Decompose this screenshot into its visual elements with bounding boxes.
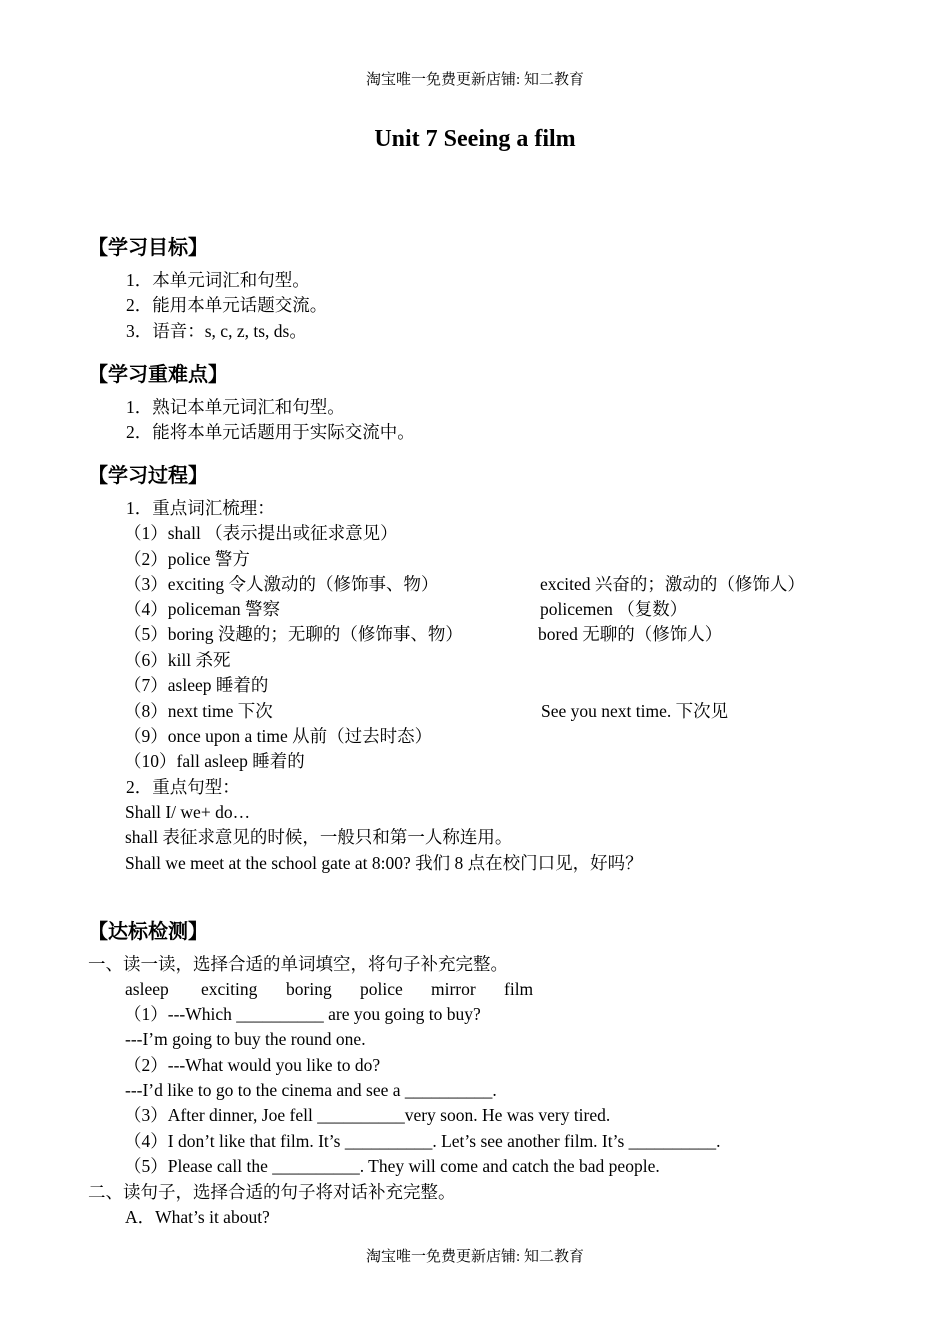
- vocab-item: （1）shall （表示提出或征求意见）: [124, 523, 398, 543]
- page-header: 淘宝唯一免费更新店铺: 知二教育: [366, 72, 584, 88]
- vocab-item-extra: policemen （复数）: [540, 599, 688, 619]
- section-heading-key-points: 【学习重难点】: [88, 362, 228, 386]
- vocab-item: （4）policeman 警察: [124, 599, 281, 619]
- vocab-item-extra: excited 兴奋的；激动的（修饰人）: [540, 574, 805, 594]
- exercise-1-line: （3）After dinner, Joe fell __________very soon. He was very tired.: [124, 1105, 611, 1125]
- exercise-1-line: （2）---What would you like to do?: [124, 1055, 381, 1075]
- vocab-item: （2）police 警方: [124, 549, 250, 569]
- vocab-item-extra: bored 无聊的（修饰人）: [538, 624, 723, 644]
- vocab-item: （5）boring 没趣的；无聊的（修饰事、物）: [124, 624, 463, 644]
- exercise-1-line: ---I’m going to buy the round one.: [125, 1029, 366, 1049]
- sentence-note: shall 表征求意见的时候，一般只和第一人称连用。: [125, 827, 513, 847]
- vocab-item: （8）next time 下次: [124, 701, 273, 721]
- exercise-2-title: 二、读句子，选择合适的句子将对话补充完整。: [88, 1182, 456, 1202]
- vocab-item: （7）asleep 睡着的: [124, 675, 269, 695]
- word-bank: [0, 978, 950, 1000]
- page-title: Unit 7 Seeing a film: [374, 126, 576, 152]
- word-bank-item: boring: [286, 979, 332, 999]
- key-point-item: 1．熟记本单元词汇和句型。: [126, 397, 345, 417]
- word-bank-item: film: [504, 979, 534, 999]
- vocab-item: （10）fall asleep 睡着的: [124, 751, 305, 771]
- goal-item: 3．语音：s, c, z, ts, ds。: [126, 321, 307, 341]
- section-heading-process: 【学习过程】: [88, 463, 208, 487]
- section-heading-check: 【达标检测】: [88, 919, 208, 943]
- word-bank-item: police: [360, 979, 403, 999]
- vocab-item-extra: See you next time. 下次见: [541, 701, 729, 721]
- exercise-1-line: ---I’d like to go to the cinema and see a __________.: [125, 1080, 497, 1100]
- vocab-item: （6）kill 杀死: [124, 650, 231, 670]
- exercise-1-title: 一、读一读，选择合适的单词填空，将句子补充完整。: [88, 954, 508, 974]
- vocab-item: （3）exciting 令人激动的（修饰事、物）: [124, 574, 439, 594]
- page-footer: 淘宝唯一免费更新店铺: 知二教育: [366, 1249, 584, 1265]
- word-bank-item: exciting: [201, 979, 258, 999]
- word-bank-item: mirror: [431, 979, 476, 999]
- exercise-2-option: A．What’s it about?: [125, 1207, 270, 1227]
- goal-item: 1．本单元词汇和句型。: [126, 270, 310, 290]
- sentence-example: Shall we meet at the school gate at 8:00? 我们 8 点在校门口见，好吗？: [125, 853, 643, 873]
- vocab-title: 1．重点词汇梳理：: [126, 498, 275, 518]
- sentence-title: 2．重点句型：: [126, 777, 240, 797]
- exercise-1-line: （1）---Which __________ are you going to buy?: [124, 1004, 481, 1024]
- section-heading-goals: 【学习目标】: [88, 235, 208, 259]
- key-point-item: 2．能将本单元话题用于实际交流中。: [126, 422, 415, 442]
- word-bank-item: asleep: [125, 979, 169, 999]
- exercise-1-line: （4）I don’t like that film. It’s __________. Let’s see another film. It’s __________.: [124, 1131, 721, 1151]
- goal-item: 2．能用本单元话题交流。: [126, 295, 328, 315]
- vocab-item: （9）once upon a time 从前（过去时态）: [124, 726, 433, 746]
- exercise-1-line: （5）Please call the __________. They will come and catch the bad people.: [124, 1156, 660, 1176]
- sentence-pattern: Shall I/ we+ do…: [125, 802, 251, 822]
